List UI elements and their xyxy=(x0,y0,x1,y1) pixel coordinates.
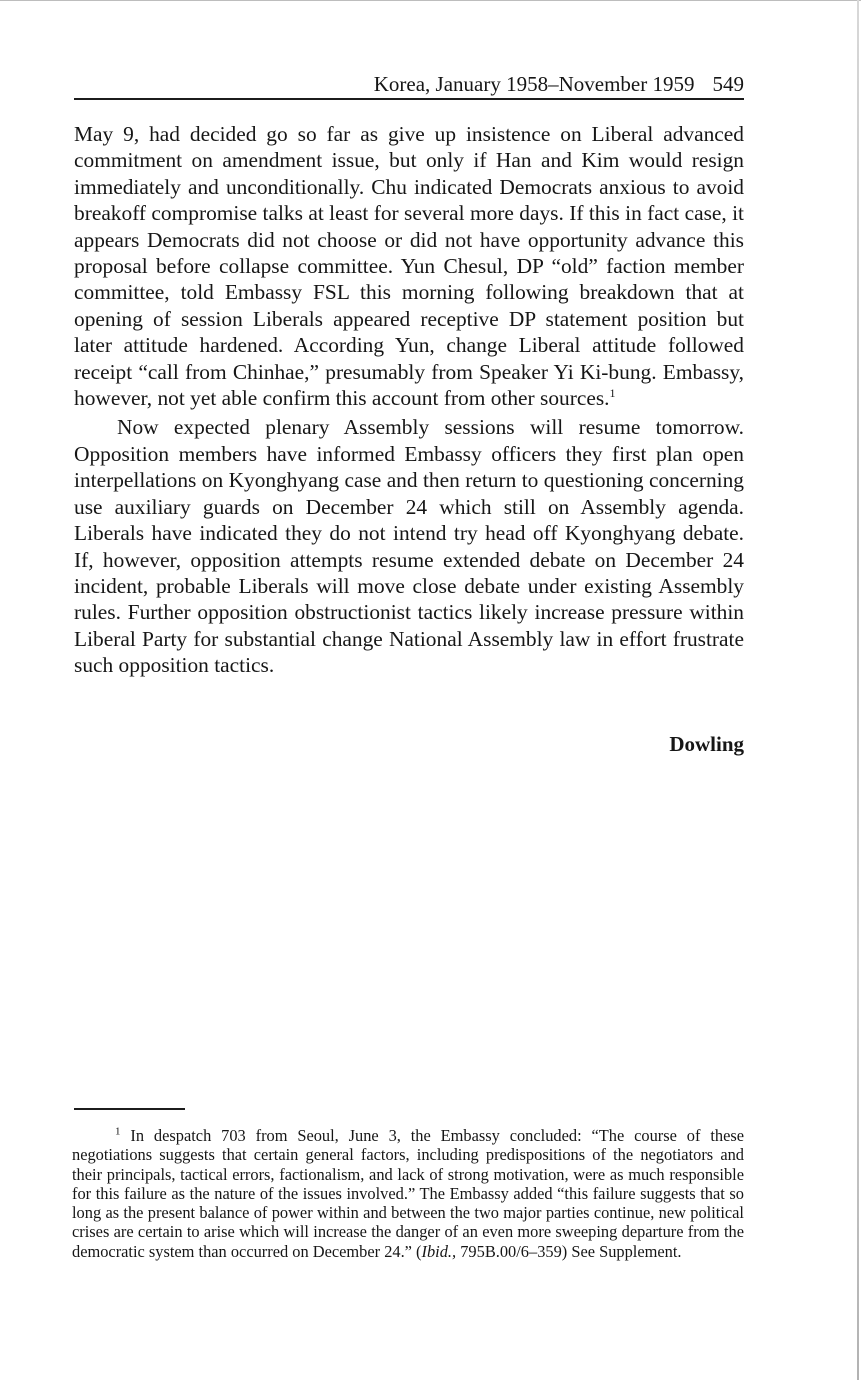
running-header xyxy=(74,70,744,100)
footnote-text-citation: 795B.00/6–359) See Supplement. xyxy=(456,1241,682,1261)
footnote xyxy=(72,1126,744,1261)
paragraph-1-text: May 9, had decided go so far as give up insistence on Liberal advanced commitment on amendment issue, but only if Han and Kim would resign immediately and unconditionally. Chu indicated Democrats anxious to avoid breakoff compromise talks at least for several more days. If this in fact case, it appears Democrats did not choose or did not have opportunity advance this proposal before collapse committee. Yun Chesul, DP “old” faction member committee, told Embassy FSL this morning following breakdown that at opening of session Liberals appeared receptive DP statement position but later attitude hardened. According Yun, change Liberal attitude followed receipt “call from Chinhae,” presumably from Speaker Yi Ki-bung. Embassy, however, not yet able confirm this account from other sources. xyxy=(74,122,744,411)
footnote-text-main: In despatch 703 from Seoul, June 3, the Embassy concluded: “The course of these negotiations suggests that certain general factors, including predispositions of the negotiators and their principals, tactical errors, factionalism, and lack of strong motivation, were as much responsible for this failure as the nature of the issues involved.” The Embassy added “this failure suggests that so long as the present balance of power within and between the two major parties continue, new political crises are certain to arise which will increase the danger of an even more sweeping departure from the democratic system than occurred on December 24.” ( xyxy=(72,1126,744,1261)
scan-edge-right xyxy=(857,0,859,1380)
footnote-paragraph xyxy=(72,1126,744,1261)
page-number: 549 xyxy=(712,72,744,96)
signature: Dowling xyxy=(669,732,744,756)
footnote-marker: 1 xyxy=(115,1125,121,1138)
footnote-divider xyxy=(74,1108,185,1110)
footnote-italic-ibid: Ibid., xyxy=(421,1241,457,1261)
running-title: Korea, January 1958–November 1959 xyxy=(373,72,695,96)
footnote-reference[interactable]: 1 xyxy=(609,385,616,400)
paragraph-1 xyxy=(74,121,744,411)
scan-edge-top xyxy=(0,0,861,5)
body-text xyxy=(74,121,744,679)
paragraph-2: Now expected plenary Assembly sessions will resume tomorrow. Opposition members have informed Embassy officers they first plan open interpellations on Kyonghyang case and then return to questioning concerning use auxiliary guards on December 24 which still on Assembly agenda. Liberals have indicated they do not intend try head off Kyonghyang debate. If, however, opposition attempts resume extended debate on December 24 incident, probable Liberals will move close debate under existing Assembly rules. Further opposition obstructionist tactics likely increase pressure within Liberal Party for substantial change National Assembly law in effort frustrate such opposition tactics. xyxy=(74,415,744,678)
